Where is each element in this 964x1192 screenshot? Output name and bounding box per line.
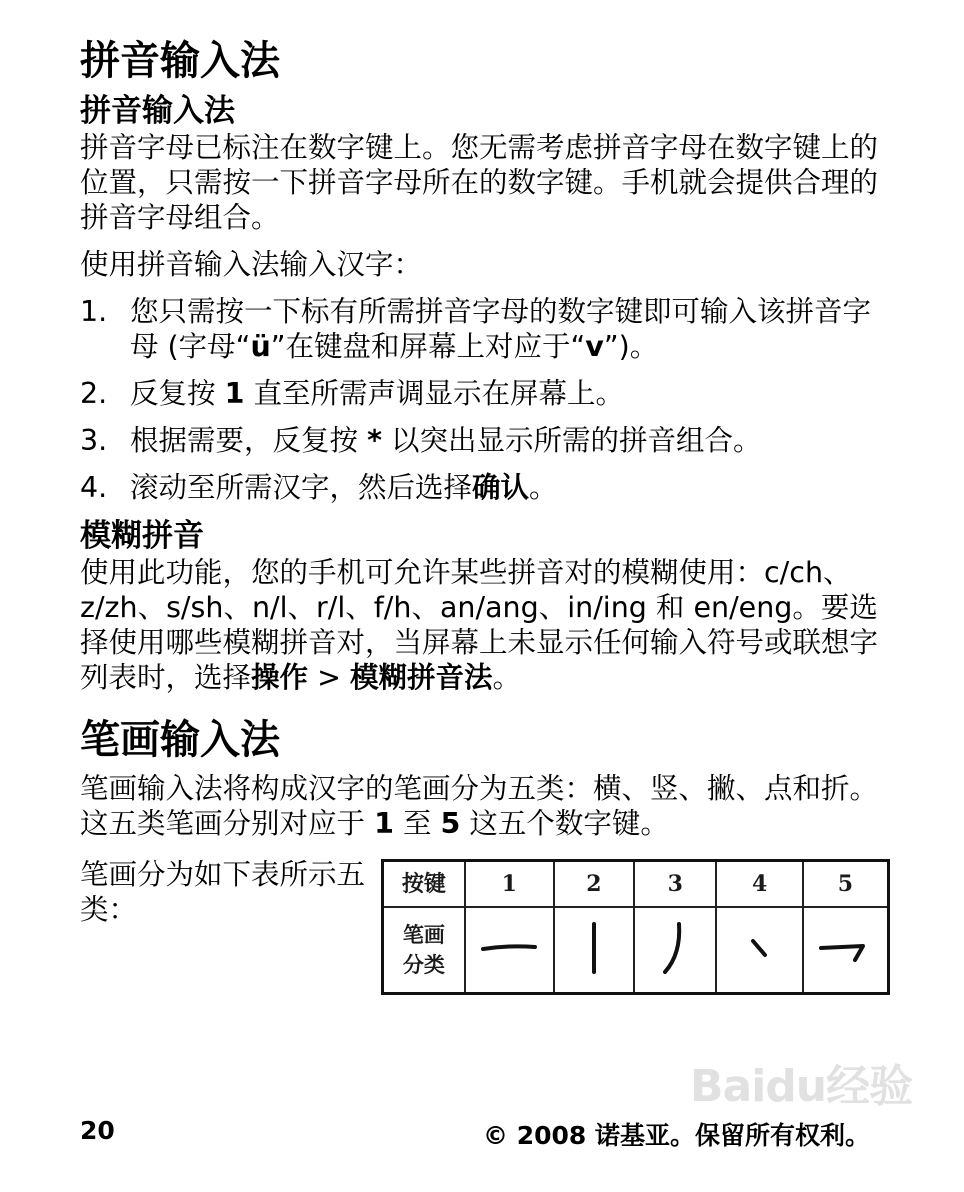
vertical-stroke-icon bbox=[554, 907, 634, 994]
page-footer bbox=[80, 1116, 870, 1150]
list-item: 4. 滚动至所需汉字，然后选择确认。 bbox=[80, 471, 558, 504]
copyright-text: © 2008 诺基亚。保留所有权利。 bbox=[483, 1121, 870, 1150]
list-item: 2. 反复按 1 直至所需声调显示在屏幕上。 bbox=[80, 377, 624, 410]
list-item: 1. 您只需按一下标有所需拼音字母的数字键即可输入该拼音字母 (字母“ü”在键盘和屏幕上对应于“v”)。 bbox=[80, 295, 872, 363]
subsection-title-fuzzy: 模糊拼音 bbox=[80, 518, 204, 554]
stroke-intro: 笔画输入法将构成汉字的笔画分为五类：横、竖、撇、点和折。这五类笔画分别对应于 1 至 5 这五个数字键。 bbox=[80, 772, 879, 840]
step-number: 3. bbox=[80, 424, 108, 457]
step-number: 2. bbox=[80, 377, 108, 410]
steps-list bbox=[80, 294, 890, 505]
dot-stroke-icon bbox=[716, 907, 802, 994]
page-number: 20 bbox=[80, 1116, 115, 1145]
left-falling-stroke-icon bbox=[634, 907, 716, 994]
horizontal-stroke-icon bbox=[465, 907, 554, 994]
table-row bbox=[383, 907, 889, 994]
table-row-label: 笔画 分类 bbox=[383, 907, 465, 994]
key-cell: 3 bbox=[634, 861, 716, 908]
key-cell: 4 bbox=[716, 861, 802, 908]
manual-page bbox=[80, 30, 890, 1007]
pinyin-intro: 拼音字母已标注在数字键上。您无需考虑拼音字母在数字键上的位置，只需按一下拼音字母所在的数字键。手机就会提供合理的拼音字母组合。 bbox=[80, 131, 879, 234]
subsection-title-pinyin: 拼音输入法 bbox=[80, 93, 235, 129]
list-item: 3. 根据需要，反复按 * 以突出显示所需的拼音组合。 bbox=[80, 424, 762, 457]
table-row bbox=[383, 861, 889, 908]
stroke-table-intro: 笔画分为如下表所示五类： bbox=[80, 858, 366, 926]
step-number: 4. bbox=[80, 471, 108, 504]
key-cell: 5 bbox=[803, 861, 889, 908]
section-title-stroke: 笔画输入法 bbox=[80, 717, 280, 763]
fuzzy-text: 使用此功能，您的手机可允许某些拼音对的模糊使用：c/ch、z/zh、s/sh、n/l、r/l、f/h、an/ang、in/ing 和 en/eng。要选择使用哪些模糊拼音对，当屏幕上未显示任何输入符号或联想字列表时，选择操作 > 模糊拼音法。 bbox=[80, 556, 879, 694]
step-number: 1. bbox=[80, 295, 108, 328]
steps-intro: 使用拼音输入法输入汉字： bbox=[80, 248, 423, 281]
table-header-cell: 按键 bbox=[383, 861, 465, 908]
stroke-table bbox=[381, 859, 890, 995]
key-cell: 1 bbox=[465, 861, 554, 908]
key-cell: 2 bbox=[554, 861, 634, 908]
section-title-pinyin: 拼音输入法 bbox=[80, 38, 280, 84]
turning-stroke-icon bbox=[803, 907, 889, 994]
baidu-watermark: Baidu经验 bbox=[690, 1061, 913, 1112]
